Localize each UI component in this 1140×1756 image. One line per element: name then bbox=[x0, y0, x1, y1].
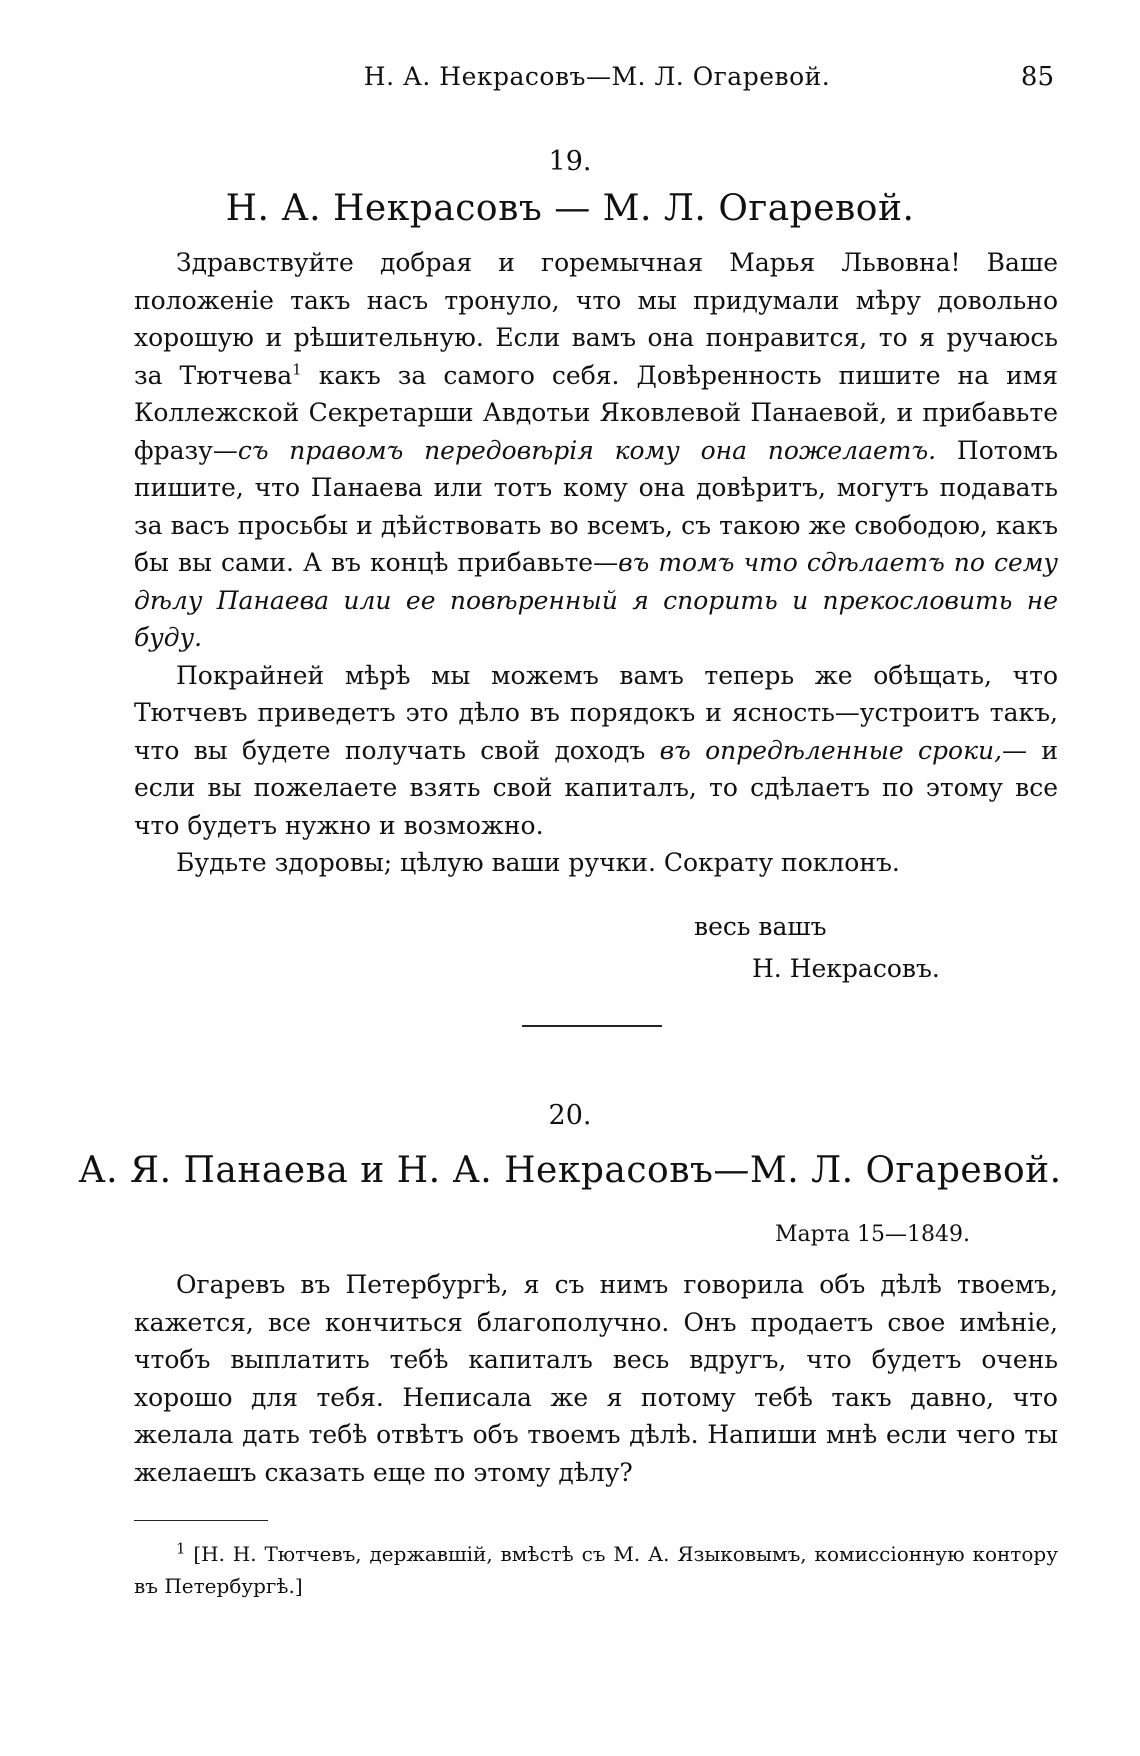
letter-20-paragraph-1: Огаревъ въ Петербургѣ, я съ нимъ говорила объ дѣлѣ твоемъ, кажется, все кончиться благополучно. Онъ продаетъ свое имѣнiе, чтобъ выплатить тебѣ капиталъ весь вдругъ, что будетъ очень хорошо для тебя. Неписала же я потому тебѣ такъ давно, что желала дать тебѣ отвѣтъ объ твоемъ дѣлѣ. Напиши мнѣ если чего ты желаешъ сказать еще по этому дѣлу? bbox=[134, 1270, 1058, 1487]
letter-19-paragraph-2 bbox=[134, 657, 1058, 845]
page-number: 85 bbox=[1020, 62, 1054, 92]
letter-20-heading: А. Я. Панаева и Н. А. Некрасовъ—М. Л. Огаревой. bbox=[78, 1150, 1062, 1191]
footnotes bbox=[134, 1538, 1058, 1602]
footnote-divider bbox=[134, 1520, 268, 1521]
paragraph-text: Потомъ пишите, что Панаева или тотъ кому она довѣритъ, могутъ подавать за васъ просьбы и дѣйствовать во всемъ, съ такою же свободою, какъ бы вы сами. А въ концѣ прибавьте— bbox=[134, 435, 1058, 577]
footnote-mark: 1 bbox=[176, 1539, 186, 1558]
italic-text: въ томъ что сдѣлаетъ по сему дѣлу Панаева или ее повѣренный я спорить и прекословить не буду. bbox=[134, 548, 1058, 652]
letter-19-body bbox=[134, 244, 1058, 882]
footnote-1 bbox=[134, 1538, 1058, 1602]
paragraph-text: Покрайней мѣрѣ мы можемъ вамъ теперь же обѣщать, что Тютчевъ приведетъ это дѣло въ порядокъ и ясность—устроитъ такъ, что вы будете получать свой доходъ bbox=[134, 660, 1058, 765]
italic-text: въ опредѣленные сроки, bbox=[659, 735, 1003, 765]
section-divider bbox=[522, 1025, 662, 1027]
paragraph-text: какъ за самого себя. Довѣренность пишите на имя Коллежской Секретарши Авдотьи Яковлевой Панаевой, и прибавьте фразу— bbox=[134, 360, 1058, 465]
running-head bbox=[136, 62, 1058, 102]
letter-19-paragraph-1 bbox=[134, 244, 1058, 657]
letter-20-number: 20. bbox=[548, 1100, 592, 1131]
letter-20-date: Марта 15—1849. bbox=[775, 1222, 970, 1247]
letter-20-body bbox=[134, 1266, 1058, 1491]
letter-19-closing: весь вашъ bbox=[694, 912, 827, 941]
paragraph-text: Здравствуйте добрая и горемычная Марья Львовна! Ваше положенiе такъ насъ тронуло, что мы придумали мѣру довольно хорошую и рѣшительную. Если вамъ она понравится, то я ручаюсь за Тютчева bbox=[134, 248, 1058, 390]
footnote-mark: 1 bbox=[292, 360, 302, 379]
letter-19-heading: Н. А. Некрасовъ — М. Л. Огаревой. bbox=[225, 188, 915, 229]
letter-19-paragraph-3: Будьте здоровы; цѣлую ваши ручки. Сократу поклонъ. bbox=[176, 848, 900, 877]
italic-text: съ правомъ передовѣрiя кому она пожелаетъ. bbox=[237, 435, 937, 465]
footnote-text: [Н. Н. Тютчевъ, державшiй, вмѣстѣ съ М. А. Языковымъ, комиссiонную контору въ Петербургѣ.] bbox=[134, 1542, 1058, 1598]
letter-19-signature: Н. Некрасовъ. bbox=[752, 954, 940, 983]
paragraph-text: — и если вы пожелаете взять свой капиталъ, то сдѣлаетъ по этому все что будетъ нужно и возможно. bbox=[134, 735, 1058, 840]
letter-19-number: 19. bbox=[548, 146, 592, 177]
running-title: Н. А. Некрасовъ—М. Л. Огаревой. bbox=[363, 62, 831, 91]
